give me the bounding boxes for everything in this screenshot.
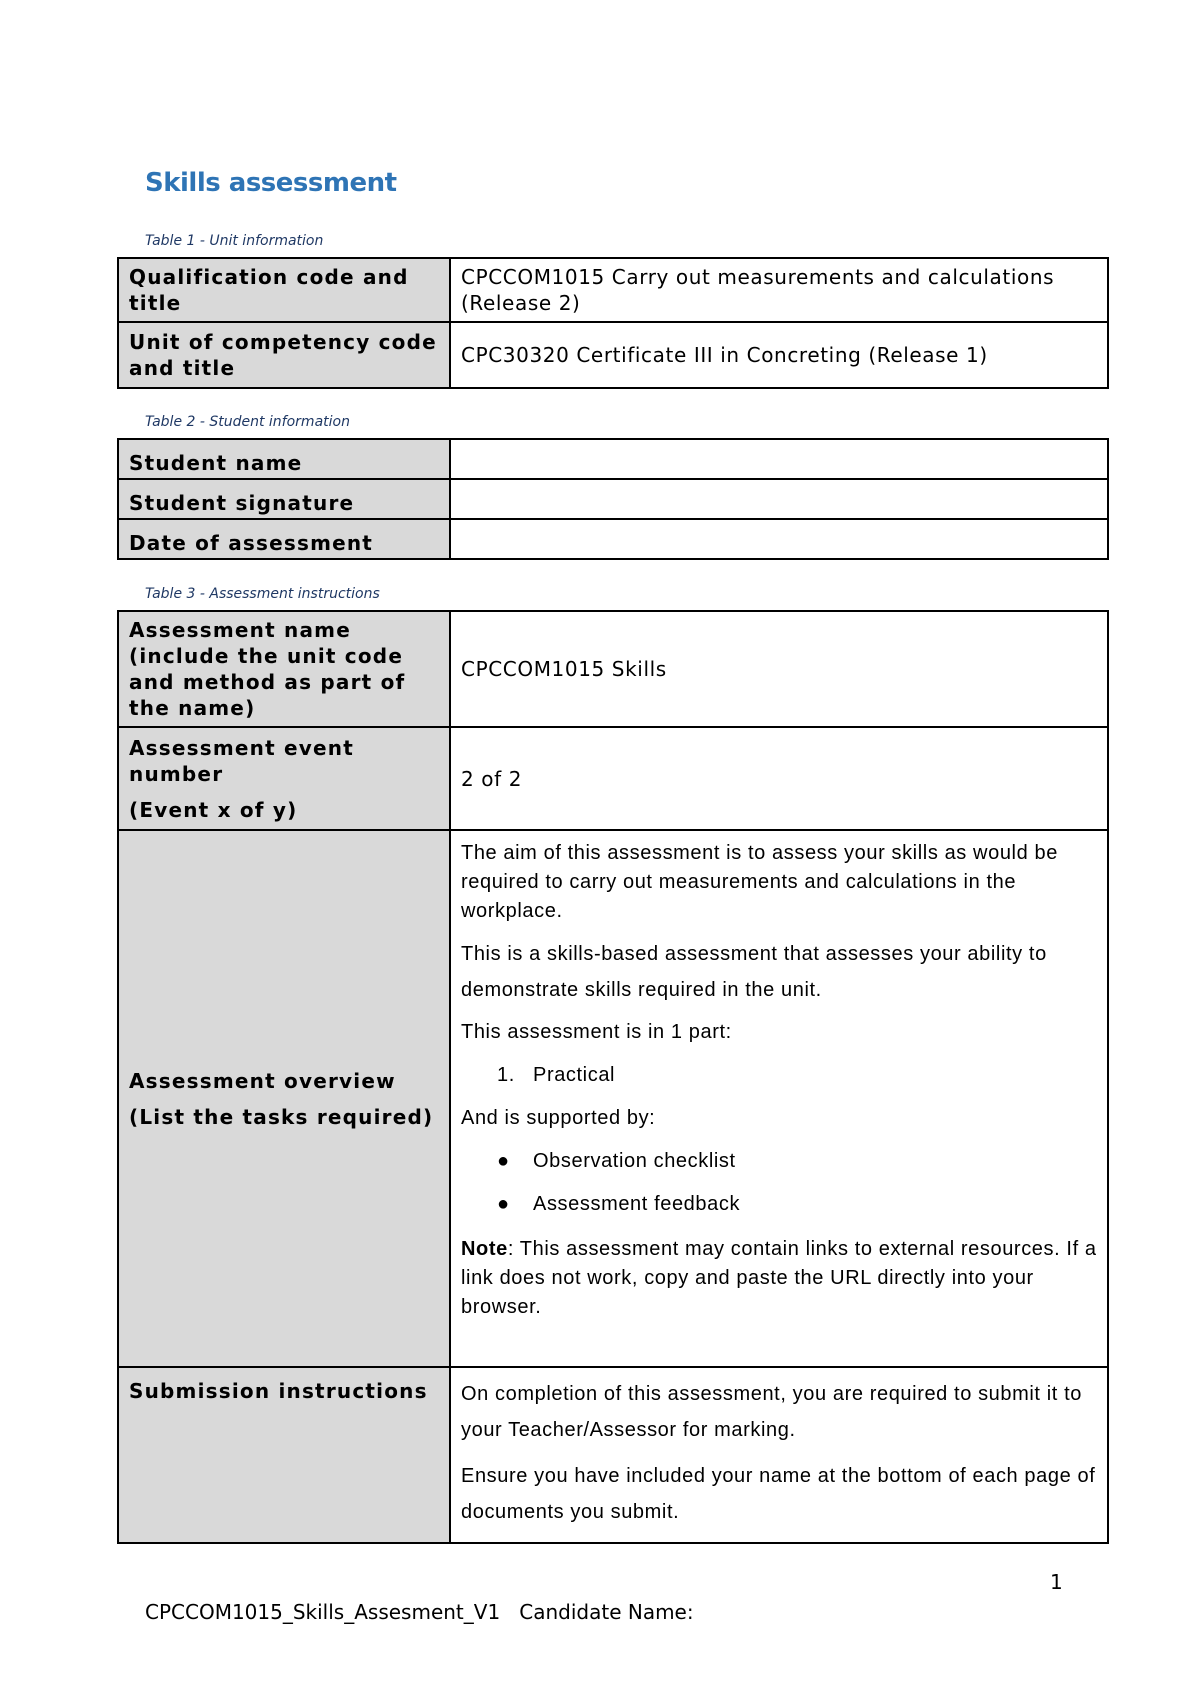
assessment-overview-label-text: Assessment overview: [129, 1068, 396, 1093]
table-row: [118, 258, 1108, 322]
student-name-field[interactable]: [450, 439, 1108, 479]
table-row: [118, 439, 1108, 479]
submission-instructions-label: Submission instructions: [118, 1367, 450, 1543]
date-of-assessment-field[interactable]: [450, 519, 1108, 559]
student-information-table: [117, 438, 1109, 560]
table-row: [118, 322, 1108, 388]
table2-caption: Table 2 - Student information: [145, 414, 350, 430]
page-number: 1: [1050, 1570, 1063, 1594]
overview-paragraph: This is a skills-based assessment that assesses your ability to demonstrate skills required in the unit.: [461, 943, 1047, 1001]
student-signature-field[interactable]: [450, 479, 1108, 519]
overview-paragraph: And is supported by:: [461, 1107, 656, 1129]
overview-paragraph: This assessment is in 1 part:: [461, 1021, 732, 1043]
table-row: [118, 830, 1108, 1367]
assessment-event-value: 2 of 2: [450, 727, 1108, 830]
assessment-overview-sublabel: (List the tasks required): [129, 1104, 434, 1129]
assessment-event-sublabel: (Event x of y): [129, 797, 298, 822]
note-label: Note: [461, 1238, 508, 1260]
table-row: [118, 1367, 1108, 1543]
note-paragraph: [461, 1235, 1097, 1322]
overview-paragraph: The aim of this assessment is to assess your skills as would be required to carry out measurements and calculations in the workplace.: [461, 842, 1058, 922]
table-row: [118, 479, 1108, 519]
bullet-list-item: [461, 1190, 1097, 1219]
assessment-event-label-text: Assessment event number: [129, 735, 354, 786]
assessment-name-value: CPCCOM1015 Skills: [450, 611, 1108, 727]
assessment-name-label: Assessment name (include the unit code and method as part of the name): [118, 611, 450, 727]
date-of-assessment-label: Date of assessment: [118, 519, 450, 559]
bullet-icon: ●: [497, 1150, 510, 1172]
note-text: : This assessment may contain links to external resources. If a link does not work, copy and paste the URL directly into your browser.: [461, 1238, 1097, 1318]
bullet-icon: ●: [497, 1193, 510, 1215]
table-row: [118, 611, 1108, 727]
assessment-event-label: [118, 727, 450, 830]
table1-caption: Table 1 - Unit information: [145, 233, 324, 249]
assessment-instructions-table: [117, 610, 1109, 1544]
assessment-overview-content: [450, 830, 1108, 1367]
list-number: 1.: [497, 1064, 515, 1086]
bullet-list-item: [461, 1147, 1097, 1176]
page-title: Skills assessment: [145, 168, 397, 198]
qualification-label: Qualification code and title: [118, 258, 450, 322]
qualification-value: CPCCOM1015 Carry out measurements and calculations (Release 2): [450, 258, 1108, 322]
submission-paragraph: Ensure you have included your name at the bottom of each page of documents you submit.: [461, 1465, 1096, 1523]
numbered-list-item: [461, 1061, 1097, 1090]
unit-of-competency-value: CPC30320 Certificate III in Concreting (Release 1): [450, 322, 1108, 388]
assessment-overview-label: [118, 830, 450, 1367]
unit-information-table: [117, 257, 1109, 389]
table-row: [118, 727, 1108, 830]
student-signature-label: Student signature: [118, 479, 450, 519]
list-item-text: Practical: [533, 1064, 616, 1086]
unit-of-competency-label: Unit of competency code and title: [118, 322, 450, 388]
table-row: [118, 519, 1108, 559]
submission-paragraph: On completion of this assessment, you are required to submit it to your Teacher/Assessor for marking.: [461, 1383, 1082, 1441]
student-name-label: Student name: [118, 439, 450, 479]
table3-caption: Table 3 - Assessment instructions: [145, 586, 380, 602]
list-item-text: Observation checklist: [533, 1150, 736, 1172]
footer-text: CPCCOM1015_Skills_Assesment_V1 Candidate Name:: [145, 1600, 694, 1624]
list-item-text: Assessment feedback: [533, 1193, 741, 1215]
submission-instructions-content: [450, 1367, 1108, 1543]
